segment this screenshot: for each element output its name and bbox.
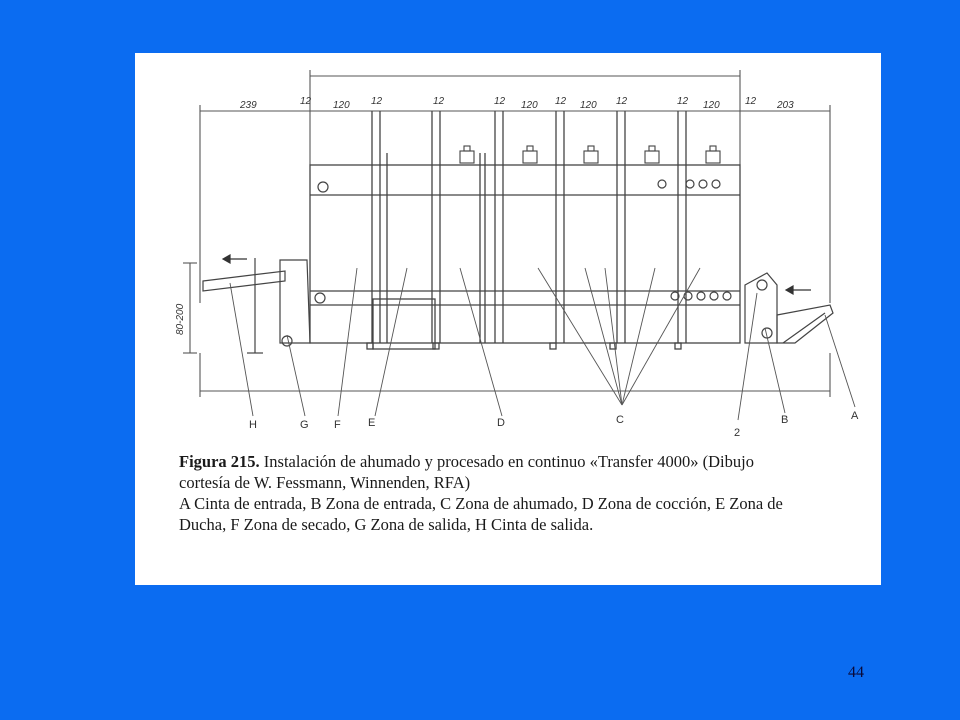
label-g: G: [300, 419, 309, 431]
caption-line-4: Ducha, F Zona de secado, G Zona de salida, H Cinta de salida.: [179, 515, 594, 534]
caption-title: Instalación de ahumado y procesado en continuo «Transfer 4000» (Dibujo: [263, 452, 754, 471]
label-e: E: [368, 417, 376, 429]
figure-caption: [179, 451, 869, 535]
dim-label: 12: [494, 96, 506, 107]
dim-label: 12: [555, 96, 567, 107]
page-number: 44: [848, 664, 864, 681]
caption-line-2: cortesía de W. Fessmann, Winnenden, RFA): [179, 473, 471, 492]
dim-label: 203: [777, 100, 794, 111]
dim-label: 12: [677, 96, 689, 107]
housing: [310, 111, 740, 349]
dim-label: 12: [371, 96, 383, 107]
height-dim-label: 80-200: [175, 303, 186, 335]
entry-conveyor-belt: [777, 305, 833, 343]
caption-line-3: A Cinta de entrada, B Zona de entrada, C Zona de ahumado, D Zona de cocción, E Zona de: [179, 494, 783, 513]
dim-label: 120: [333, 100, 350, 111]
dim-label: 12: [616, 96, 628, 107]
label-f: F: [334, 419, 341, 431]
label-d: D: [497, 417, 505, 429]
component-labels: [249, 410, 859, 439]
exit-conveyor-belt: [203, 271, 285, 291]
dim-label: 239: [240, 100, 257, 111]
dim-label: 12: [300, 96, 312, 107]
label-c: C: [616, 414, 624, 426]
label-h: H: [249, 419, 257, 431]
figure-number: Figura 215.: [179, 452, 260, 471]
fan-units: [460, 146, 720, 163]
dim-label: 120: [703, 100, 720, 111]
figure-panel: [135, 53, 881, 585]
dim-label: 12: [745, 96, 757, 107]
dim-label: 12: [433, 96, 445, 107]
label-2: 2: [734, 427, 741, 439]
dim-label: 120: [521, 100, 538, 111]
caption-line-1: [179, 451, 869, 472]
label-b: B: [781, 414, 789, 426]
dim-label: 120: [580, 100, 597, 111]
label-a: A: [851, 410, 859, 422]
